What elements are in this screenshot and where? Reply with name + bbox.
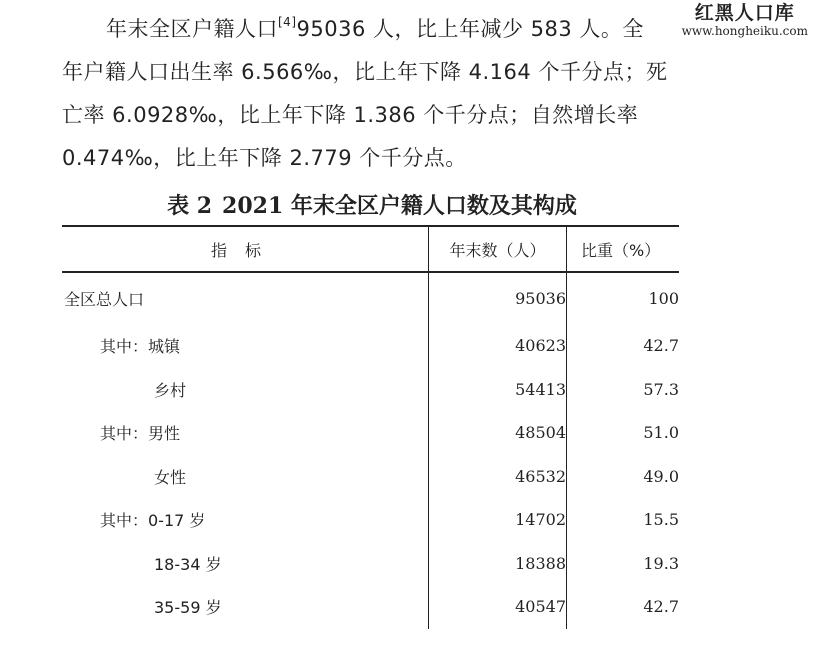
row-ratio: 57.3 (643, 379, 679, 399)
row-label: 其中：城镇 (100, 337, 181, 357)
watermark-name: 红黑人口库 (694, 2, 795, 24)
table-row (62, 368, 679, 412)
site-watermark (682, 2, 808, 38)
population-table (62, 225, 679, 629)
body-paragraph (62, 8, 702, 180)
paragraph-text: 年末全区户籍人口 (106, 17, 278, 41)
paragraph-line: 亡率 6.0928‰，比上年下降 1.386 个千分点；自然增长率 (62, 103, 639, 127)
row-label: 18-34 岁 (154, 554, 222, 574)
row-count: 18388 (429, 542, 567, 586)
row-count: 95036 (429, 272, 567, 324)
row-count: 14702 (429, 498, 567, 542)
header-row (62, 226, 679, 272)
row-label: 35-59 岁 (154, 598, 222, 618)
paragraph-line: 年户籍人口出生率 6.566‰，比上年下降 4.164 个千分点；死 (62, 60, 668, 84)
row-ratio: 49.0 (643, 466, 679, 486)
paragraph-line: 0.474‰，比上年下降 2.779 个千分点。 (62, 146, 467, 170)
row-label: 乡村 (154, 380, 187, 400)
table-row (62, 411, 679, 455)
row-ratio: 42.7 (643, 597, 679, 617)
table-header (62, 226, 679, 272)
table-number: 表 2 (167, 193, 213, 219)
row-label: 其中：0-17 岁 (100, 511, 206, 531)
row-label: 女性 (154, 467, 187, 487)
table-row (62, 324, 679, 368)
row-ratio: 51.0 (643, 423, 679, 443)
table-row (62, 455, 679, 499)
table-row (62, 585, 679, 629)
row-ratio: 100 (648, 289, 679, 308)
watermark-url: www.hongheiku.com (681, 24, 808, 38)
row-count: 48504 (429, 411, 567, 455)
header-indicator: 指标 (210, 240, 279, 260)
row-ratio: 42.7 (643, 336, 679, 356)
paragraph-text: 95036 人，比上年减少 583 人。全 (296, 17, 644, 41)
table-title-text: 2021 年末全区户籍人口数及其构成 (222, 193, 577, 219)
table-body (62, 272, 679, 629)
header-proportion: 比重（%） (581, 240, 661, 260)
row-count: 40623 (429, 324, 567, 368)
paragraph-line (62, 8, 702, 51)
row-count: 46532 (429, 455, 567, 499)
row-ratio: 15.5 (643, 510, 679, 530)
row-count: 54413 (429, 368, 567, 412)
table-row (62, 542, 679, 586)
table-row (62, 498, 679, 542)
row-count: 40547 (429, 585, 567, 629)
table-row (62, 272, 679, 324)
row-label: 其中：男性 (100, 424, 181, 444)
row-ratio: 19.3 (643, 553, 679, 573)
footnote-reference[interactable]: [4] (278, 15, 297, 29)
header-year-end-count: 年末数（人） (429, 226, 567, 272)
row-label: 全区总人口 (64, 290, 145, 309)
table-title (60, 190, 680, 222)
